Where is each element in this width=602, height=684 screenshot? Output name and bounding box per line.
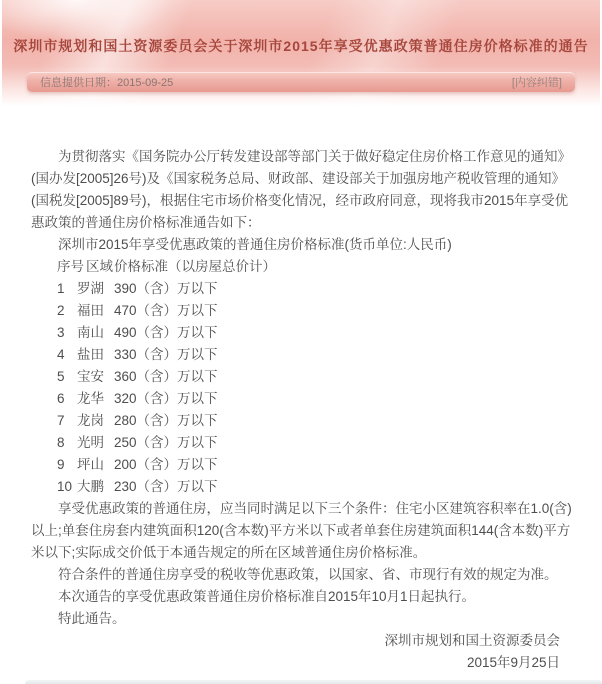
row-district: 宝安 (77, 369, 104, 384)
notice-body (0, 106, 602, 674)
row-no: 3 (57, 325, 65, 340)
info-date (40, 74, 173, 90)
row-standard: 320（含）万以下 (114, 391, 218, 406)
row-standard: 360（含）万以下 (114, 369, 218, 384)
paragraph-conditions: 享受优惠政策的普通住房，应当同时满足以下三个条件：住宅小区建筑容积率在1.0(含)以上;单套住房套内建筑面积120(含本数)平方米以下或者单套住房建筑面积144(含本数)平方米以下;实际成交价低于本通告规定的所在区域普通住房价格标准。 (31, 501, 572, 560)
row-no: 1 (57, 281, 65, 296)
row-no: 7 (57, 413, 65, 428)
column-header-district: 区域 (86, 259, 113, 274)
row-standard: 280（含）万以下 (114, 413, 218, 428)
table-row (57, 300, 580, 322)
row-district: 坪山 (77, 457, 104, 472)
next-section-edge (25, 680, 602, 684)
table-row (57, 454, 580, 476)
row-district: 罗湖 (77, 281, 104, 296)
table-row (57, 366, 580, 388)
row-district: 福田 (77, 303, 104, 318)
column-header-standard: 价格标准（以房屋总价计） (114, 259, 276, 274)
row-standard: 470（含）万以下 (114, 303, 218, 318)
table-row (57, 322, 580, 344)
row-no: 5 (57, 369, 65, 384)
column-header-no: 序号 (57, 259, 84, 274)
table-header-row (57, 256, 580, 278)
row-standard: 200（含）万以下 (114, 457, 218, 472)
info-date-label: 信息提供日期： (40, 77, 117, 89)
paragraph-tax-note: 符合条件的普通住房享受的税收等优惠政策，以国家、省、市现行有效的规定为准。 (58, 567, 558, 582)
row-district: 龙岗 (77, 413, 104, 428)
row-standard: 330（含）万以下 (114, 347, 218, 362)
paragraph-effective-date: 本次通告的享受优惠政策普通住房价格标准自2015年10月1日起执行。 (58, 589, 476, 604)
table-row (57, 344, 580, 366)
row-standard: 490（含）万以下 (114, 325, 218, 340)
price-standard-table (57, 256, 580, 498)
row-standard: 250（含）万以下 (114, 435, 218, 450)
row-district: 盐田 (77, 347, 104, 362)
row-no: 6 (57, 391, 65, 406)
info-bar (27, 72, 575, 92)
table-row (57, 278, 580, 300)
row-district: 龙华 (77, 391, 104, 406)
table-row (57, 476, 580, 498)
info-date-value: 2015-09-25 (117, 77, 174, 89)
paragraph-intro: 为贯彻落实《国务院办公厅转发建设部等部门关于做好稳定住房价格工作意见的通知》(国办发[2005]26号)及《国家税务总局、财政部、建设部关于加强房地产税收管理的通知》(国税发[2005]89号)，根据住宅市场价格变化情况，经市政府同意，现将我市2015年享受优惠政策的普通住房价格标准通告如下： (31, 149, 571, 230)
row-no: 2 (57, 303, 65, 318)
signature: 深圳市规划和国土资源委员会 (384, 633, 560, 648)
row-district: 南山 (77, 325, 104, 340)
row-no: 10 (57, 479, 73, 494)
table-caption: 深圳市2015年享受优惠政策的普通住房价格标准(货币单位:人民币) (58, 237, 452, 252)
signature-date: 2015年9月25日 (466, 655, 560, 670)
content-correction-link[interactable]: [内容纠错] (511, 77, 562, 89)
row-district: 大鹏 (77, 479, 104, 494)
row-standard: 390（含）万以下 (114, 281, 218, 296)
row-no: 8 (57, 435, 65, 450)
table-row (57, 410, 580, 432)
row-no: 9 (57, 457, 65, 472)
header-banner (2, 0, 600, 106)
row-no: 4 (57, 347, 65, 362)
row-district: 光明 (77, 435, 104, 450)
paragraph-closing: 特此通告。 (58, 611, 126, 626)
table-row (57, 432, 580, 454)
page-title: 深圳市规划和国土资源委员会关于深圳市2015年享受优惠政策普通住房价格标准的通告 (13, 38, 589, 54)
row-standard: 230（含）万以下 (114, 479, 218, 494)
table-row (57, 388, 580, 410)
